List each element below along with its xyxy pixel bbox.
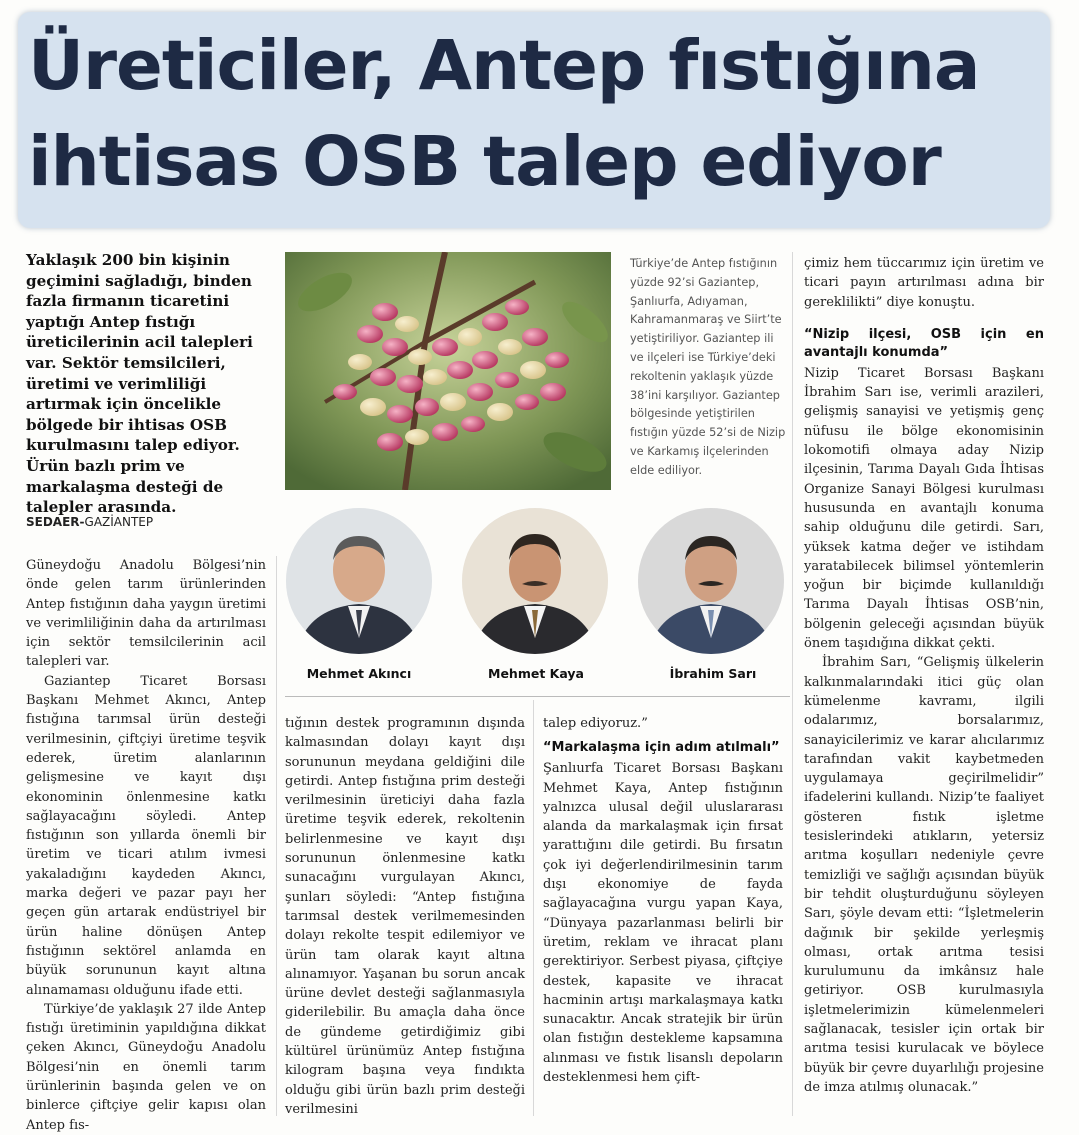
headline bbox=[28, 18, 1048, 210]
column-1-paragraph-3: Türkiye’de yaklaşık 27 ilde Antep fıstığı üretiminin yapıldığına dikkat çeken Akıncı, Güneydoğu Anadolu Bölgesi’nin en önemli tarım ürünlerinin başında gelen ve on binlerce çiftçiye gelir kapısı olan Antep fıs- bbox=[26, 1001, 266, 1133]
subheading-markalasma: “Markalaşma için adım atılmalı” bbox=[543, 740, 780, 756]
portrait-name-2: Mehmet Kaya bbox=[488, 666, 584, 681]
column-3-paragraph-0: talep ediyoruz.” bbox=[543, 716, 648, 731]
portrait-ibrahim-sari bbox=[638, 508, 784, 654]
headline-line-2: ihtisas OSB talep ediyor bbox=[28, 122, 941, 202]
column-divider bbox=[533, 700, 534, 1116]
photo-caption: Türkiye’de Antep fıstığının yüzde 92’si Gaziantep, Şanlıurfa, Adıyaman, Kahramanmaraş ve Siirt’te yetiştiriliyor. Gaziantep ili ve ilçeleri ise Türkiye’deki rekoltenin yaklaşık yüzde 38’ini karşılıyor. Gaziantep bölgesinde yetiştirilen fıstığın yüzde 52’si de Nizip ve Karkamış ilçelerinden elde ediliyor. bbox=[630, 257, 786, 477]
column-4-paragraph-0: çimiz hem tüccarımız için üretim ve ticari payın artırılması adına bir gereklilikti” diye konuştu. bbox=[804, 256, 1044, 310]
byline bbox=[26, 515, 153, 529]
headline-line-1: Üreticiler, Antep fıstığına bbox=[28, 26, 980, 106]
article-column-4 bbox=[804, 254, 1044, 1097]
person-portrait-illustration bbox=[638, 508, 784, 654]
person-portrait-illustration bbox=[286, 508, 432, 654]
byline-city: GAZİANTEP bbox=[84, 515, 154, 529]
subheading-nizip: “Nizip ilçesi, OSB için en avantajlı konumda” bbox=[804, 326, 1044, 360]
column-4-paragraph-1: Nizip Ticaret Borsası Başkanı İbrahim Sarı ise, verimli arazileri, gelişmiş sanayisi ve yetişmiş genç nüfusu ile bölge ekonomisinin lokomotifi olmaya aday Nizip ilçesinin, Tarıma Dayalı Gıda İhtisas Organize Sanayi Bölgesi kurulması hususunda en avantajlı konuma sahip olduğunu dile getirdi. Sarı, yüksek katma değer ve istihdam yaratabilecek bilimsel yöntemlerin yoğun bir biçimde kullanıldığı Tarıma Dayalı İhtisas OSB’nin, bölgenin geleceği açısından büyük önem taşıdığına dikkat çekti. bbox=[804, 365, 1044, 652]
article-column-1 bbox=[26, 556, 266, 1135]
column-4-paragraph-2: İbrahim Sarı, “Gelişmiş ülkelerin kalkınmalarındaki itici güç olan kümelenme kavramı, ilgili odalarımız, borsalarımız, sanayicilerimiz ve karar alıcılarımız tarafından vakit kaybetmeden uygulamaya geçirilmelidir” ifadelerini kullandı. Nizip’te faaliyet gösteren fıstık işletme tesislerindeki atıkların, yetersiz arıtma koşulları nedeniyle çevre temizliği ve sağlığı açısından büyük bir tehdit oluşturduğunu söyleyen Sarı, şöyle devam etti: “İşletmelerin dağınık bir şekilde yerleşmiş olması, ortak arıtma tesisi kurulumunu da imkânsız hale getiriyor. OSB kurulmasıyla işletmelerimizin kümelenmeleri sağlanacak, tesisler için ortak bir arıtma tesisi kurulacak ve böylece büyük bir çevre duyarlılığı projesine de imza atılmış olunacak.” bbox=[804, 655, 1044, 1095]
column-1-paragraph-2: Gaziantep Ticaret Borsası Başkanı Mehmet Akıncı, Antep fıstığına tarımsal ürün desteği verilmesinin, çiftçiyi üretime teşvik ederek, üretim alanlarının gelişmesine ve kayıt dışı ekonominin önlenmesine katkı sağlayacağını söyledi. Antep fıstığının son yıllarda önemli bir üretim ve ticari atılım ivmesi yakaladığını kaydeden Akıncı, marka değeri ve pazar payı her geçen gün artarak endüstriyel bir ürün haline dönüşen Antep fıstığının sektörel anlamda en büyük sorununun kayıt altına alınamaması olduğunu ifade etti. bbox=[26, 673, 266, 998]
pistachio-cluster-illustration bbox=[285, 252, 611, 490]
column-divider bbox=[792, 252, 793, 1116]
person-portrait-illustration bbox=[462, 508, 608, 654]
pistachio-photo bbox=[285, 252, 611, 490]
byline-agency: SEDAER- bbox=[26, 515, 85, 529]
portrait-name-1: Mehmet Akıncı bbox=[306, 666, 412, 681]
column-2-paragraph-1: tığının destek programının dışında kalmasından dolayı kayıt dışı sorununun meydana geldiğini dile getirdi. Antep fıstığına prim desteği verilmesinin üreticiyi daha fazla üretime teşvik ederek, rekoltenin belirlenmesine ve kayıt dışı sorununun önlenmesine katkı sunacağını vurgulayan Akıncı, şunları söyledi: “Antep fıstığına tarımsal destek verilmemesinden dolayı rekolte tespit edilemiyor ve ürün tam olarak kayıt altına alınamıyor. Yaşanan bu sorun ancak ürüne devlet desteği sağlanmasıyla giderilebilir. Bu amaçla daha önce de gündeme getirdiğimiz gibi kültürel ürünümüz Antep fıstığına kilogram başına veya fındıkta olduğu gibi ürün bazlı prim desteği verilmesini bbox=[285, 716, 525, 1117]
portrait-name-3: İbrahim Sarı bbox=[669, 666, 757, 681]
portrait-mehmet-akinci bbox=[286, 508, 432, 654]
article-column-3 bbox=[543, 714, 783, 1087]
section-divider bbox=[285, 696, 790, 697]
portrait-mehmet-kaya bbox=[462, 508, 608, 654]
column-3-paragraph-1: Şanlıurfa Ticaret Borsası Başkanı Mehmet Kaya, Antep fıstığının yalnızca ulusal değil uluslararası alanda da markalaşmak için fırsat yarattığını dile getirdi. Bu fırsatın çok iyi değerlendirilmesinin tarım dışı ekonomiye de fayda sağlayacağına vurgu yapan Kaya, “Dünyaya pazarlanması belirli bir üretim, reklam ve ihracat planı gerektiriyor. Serbest piyasa, çiftçiye destek, kapasite ve ihracat hacminin artışı markalaşmaya katkı sunacaktır. Ancak stratejik bir ürün olan fıstığın destekleme kapsamına alınması ve fıstık lisanslı depoların desteklenmesi hem çift- bbox=[543, 761, 783, 1086]
article-column-2 bbox=[285, 714, 525, 1119]
column-1-paragraph-1: Güneydoğu Anadolu Bölgesi’nin önde gelen tarım ürünlerinden Antep fıstığının daha yaygın üretimi ve verimliliğinin daha da artırılması için sektör temsilcilerinin acil talepleri var. bbox=[26, 558, 266, 670]
lead-paragraph: Yaklaşık 200 bin kişinin geçimini sağladığı, binden fazla firmanın ticaretini yaptığı Antep fıstığı üreticilerinin acil talepleri var. Sektör temsilcileri, üretimi ve verimliliği artırmak için öncelikle bölgede bir ihtisas OSB kurulmasını talep ediyor. Ürün bazlı prim ve markalaşma desteği de talepler arasında. bbox=[26, 251, 253, 517]
column-divider bbox=[276, 556, 277, 1116]
